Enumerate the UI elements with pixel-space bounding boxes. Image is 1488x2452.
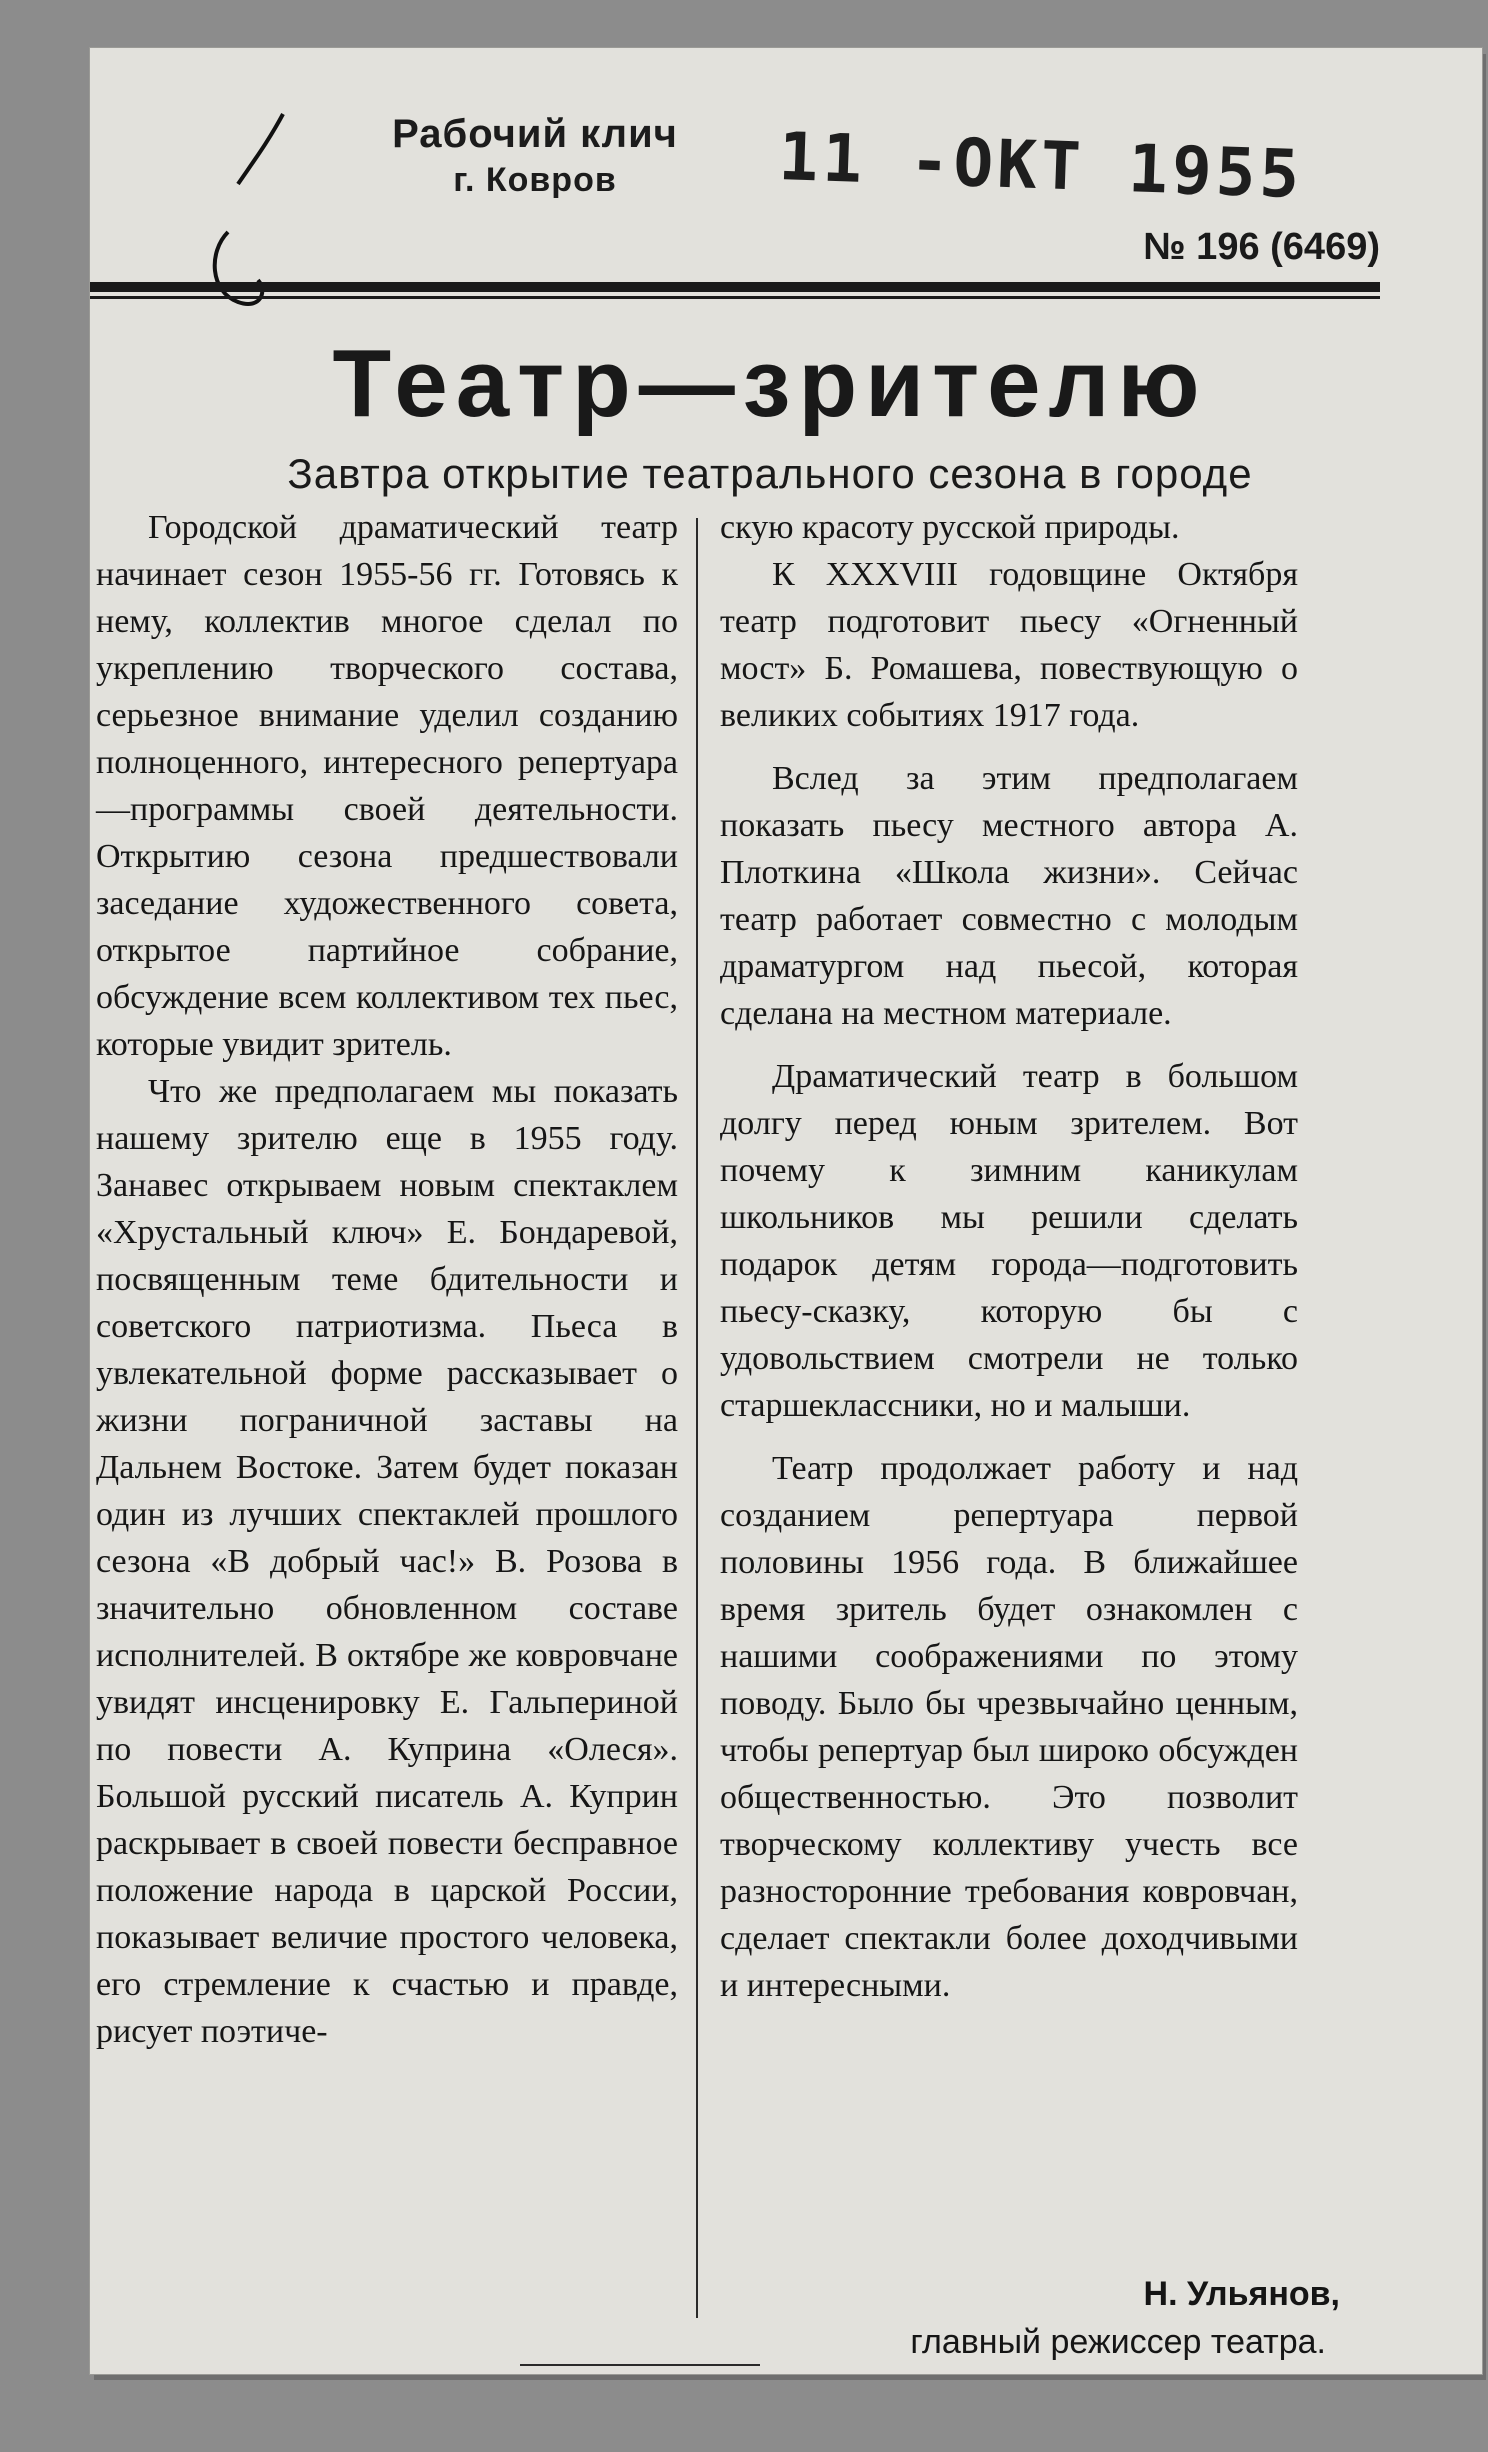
header-rule	[90, 282, 1380, 292]
bottom-rule	[520, 2364, 760, 2366]
paragraph: Театр продолжает работу и над созданием репертуара первой половины 1956 года. В ближайшее время зритель будет ознакомлен с нашими соображениями по этому поводу. Было бы чрезвычайно ценным, чтобы репертуар был широко обсужден общественностью. Это позволит творческому коллективу учесть все разносторонние требования ковровчан, сделает спектакли более доходчивыми и интересными.	[720, 1450, 1298, 2004]
newspaper-clipping	[90, 48, 1482, 2374]
masthead	[315, 110, 755, 202]
header-rule-thin	[90, 296, 1380, 299]
author-role: главный режиссер театра.	[910, 2323, 1326, 2361]
paragraph: Городской драматический театр начинает сезон 1955-56 гг. Готовясь к нему, коллектив многое сделал по укреплению творческого состава, серьезное внимание уделил созданию полноценного, интересного репертуара—программы своей деятельности. Открытию сезона предшествовали заседание художественного совета, открытое партийное собрание, обсуждение всем коллективом тех пьес, которые увидит зритель.	[96, 509, 678, 1063]
issue-number: № 196 (6469)	[1143, 226, 1380, 268]
newspaper-name: Рабочий клич	[392, 112, 678, 156]
column-divider	[696, 518, 698, 2318]
paragraph: Драматический театр в большом долгу перед юным зрителем. Вот почему к зимним каникулам школьников мы решили сделать подарок детям города—подготовить пьесу-сказку, которую бы с удовольствием смотрели не только старшеклассники, но и малыши.	[720, 1058, 1298, 1424]
author-name: Н. Ульянов,	[1143, 2275, 1340, 2313]
newspaper-city: г. Ковров	[453, 161, 617, 199]
author-signature	[720, 2270, 1360, 2366]
paragraph: Что же предполагаем мы показать нашему зрителю еще в 1955 году. Занавес открываем новым спектаклем «Хрустальный ключ» Е. Бондаревой, посвященным теме бдительности и советского патриотизма. Пьеса в увлекательной форме рассказывает о жизни пограничной заставы на Дальнем Востоке. Затем будет показан один из лучших спектаклей прошлого сезона «В добрый час!» В. Розова в значительно обновленном составе исполнителей. В октябре же ковровчане увидят инсценировку Е. Гальпериной по повести А. Куприна «Олеся». Большой русский писатель А. Куприн раскрывает в своей повести бесправное положение народа в царской России, показывает величие простого человека, его стремление к счастью и правде, рисует поэтиче-	[96, 1073, 678, 2050]
article-column-left	[96, 504, 678, 2055]
article-subheadline: Завтра открытие театрального сезона в городе	[287, 450, 1253, 497]
paragraph: Вслед за этим предполагаем показать пьесу местного автора А. Плоткина «Школа жизни». Сейчас театр работает совместно с молодым драматургом над пьесой, которая сделана на местном материале.	[720, 760, 1298, 1032]
date-stamp: 11 -ОКТ 1955	[777, 118, 1305, 214]
article-column-right	[720, 504, 1298, 2009]
paragraph: скую красоту русской природы.	[720, 509, 1180, 546]
paragraph: К XXXVIII годовщине Октября театр подготовит пьесу «Огненный мост» Б. Ромашева, повествующую о великих событиях 1917 года.	[720, 556, 1298, 734]
article-headline: Театр—зрителю	[332, 330, 1208, 437]
